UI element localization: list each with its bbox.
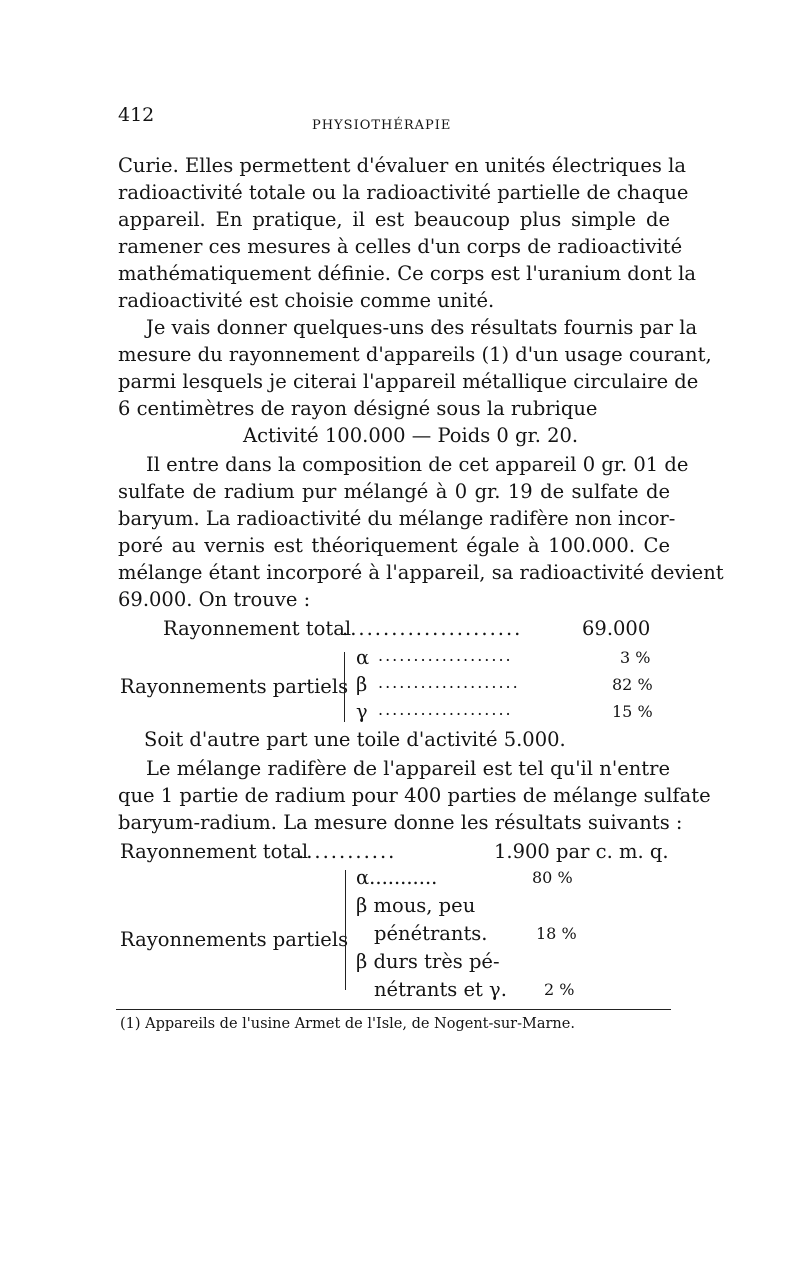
text-line: Le mélange radifère de l'appareil est tel qu'il n'entre — [146, 757, 670, 780]
footnote-rule — [116, 1009, 671, 1010]
table2-row-value: 2 % — [544, 980, 575, 999]
text-line: baryum. La radioactivité du mélange radifère non incor- — [118, 507, 676, 530]
table2-row-label: β durs très pé- — [356, 950, 500, 973]
table1-value: 3 % — [620, 648, 651, 667]
running-title: PHYSIOTHÉRAPIE — [312, 118, 452, 133]
table1-greek: α — [356, 646, 370, 669]
table1-dots: ................... — [378, 646, 513, 665]
table2-row-label: α........... — [356, 866, 438, 889]
text-line: poré au vernis est théoriquement égale à 100.000. Ce — [118, 534, 670, 557]
table1-total-dots: ...................... — [342, 617, 523, 640]
table2-total-label: Rayonnement total — [120, 840, 309, 863]
text-line: Il entre dans la composition de cet appareil 0 gr. 01 de — [146, 453, 689, 476]
activity-line: Activité 100.000 — Poids 0 gr. 20. — [243, 424, 579, 447]
table2-total-dots: ............ — [298, 840, 397, 863]
text-line: 69.000. On trouve : — [118, 588, 311, 611]
page-number: 412 — [118, 104, 155, 126]
table1-total-label: Rayonnement total — [163, 617, 352, 640]
text-line: radioactivité totale ou la radioactivité partielle de chaque — [118, 181, 689, 204]
table1-value: 15 % — [612, 702, 653, 721]
table1-greek: γ — [356, 700, 368, 723]
table1-dots: ................... — [378, 700, 513, 719]
text-line: ramener ces mesures à celles d'un corps de radioactivité — [118, 235, 683, 258]
table2-row-value: 18 % — [536, 924, 577, 943]
table2-row-label: pénétrants. — [374, 922, 488, 945]
text-line: que 1 partie de radium pour 400 parties de mélange sulfate — [118, 784, 711, 807]
text-line: mesure du rayonnement d'appareils (1) d'un usage courant, — [118, 343, 712, 366]
table1-total-value: 69.000 — [582, 617, 651, 640]
table1-partial-label: Rayonnements partiels — [120, 675, 349, 698]
text-line: mélange étant incorporé à l'appareil, sa radioactivité devient — [118, 561, 724, 584]
table1-dots: .................... — [378, 673, 520, 692]
brace-line — [345, 870, 346, 990]
table2-row-value: 80 % — [532, 868, 573, 887]
brace-line — [344, 652, 345, 722]
text-line: radioactivité est choisie comme unité. — [118, 289, 495, 312]
text-line: baryum-radium. La mesure donne les résultats suivants : — [118, 811, 683, 834]
text-line: mathématiquement définie. Ce corps est l'uranium dont la — [118, 262, 696, 285]
table1-value: 82 % — [612, 675, 653, 694]
table2-total-value: 1.900 par c. m. q. — [494, 840, 669, 863]
table2-partial-label: Rayonnements partiels — [120, 928, 349, 951]
text-line: 6 centimètres de rayon désigné sous la rubrique — [118, 397, 598, 420]
footnote: (1) Appareils de l'usine Armet de l'Isle, de Nogent-sur-Marne. — [120, 1016, 575, 1032]
text-line: Curie. Elles permettent d'évaluer en unités électriques la — [118, 154, 687, 177]
soit-line: Soit d'autre part une toile d'activité 5.000. — [144, 728, 566, 751]
table2-row-label: β mous, peu — [356, 894, 476, 917]
table2-row-label: nétrants et γ. — [374, 978, 507, 1001]
text-line: sulfate de radium pur mélangé à 0 gr. 19 de sulfate de — [118, 480, 670, 503]
text-line: appareil. En pratique, il est beaucoup plus simple de — [118, 208, 670, 231]
text-line: Je vais donner quelques-uns des résultats fournis par la — [146, 316, 698, 339]
table1-greek: β — [356, 673, 368, 696]
text-line: parmi lesquels je citerai l'appareil métallique circulaire de — [118, 370, 699, 393]
